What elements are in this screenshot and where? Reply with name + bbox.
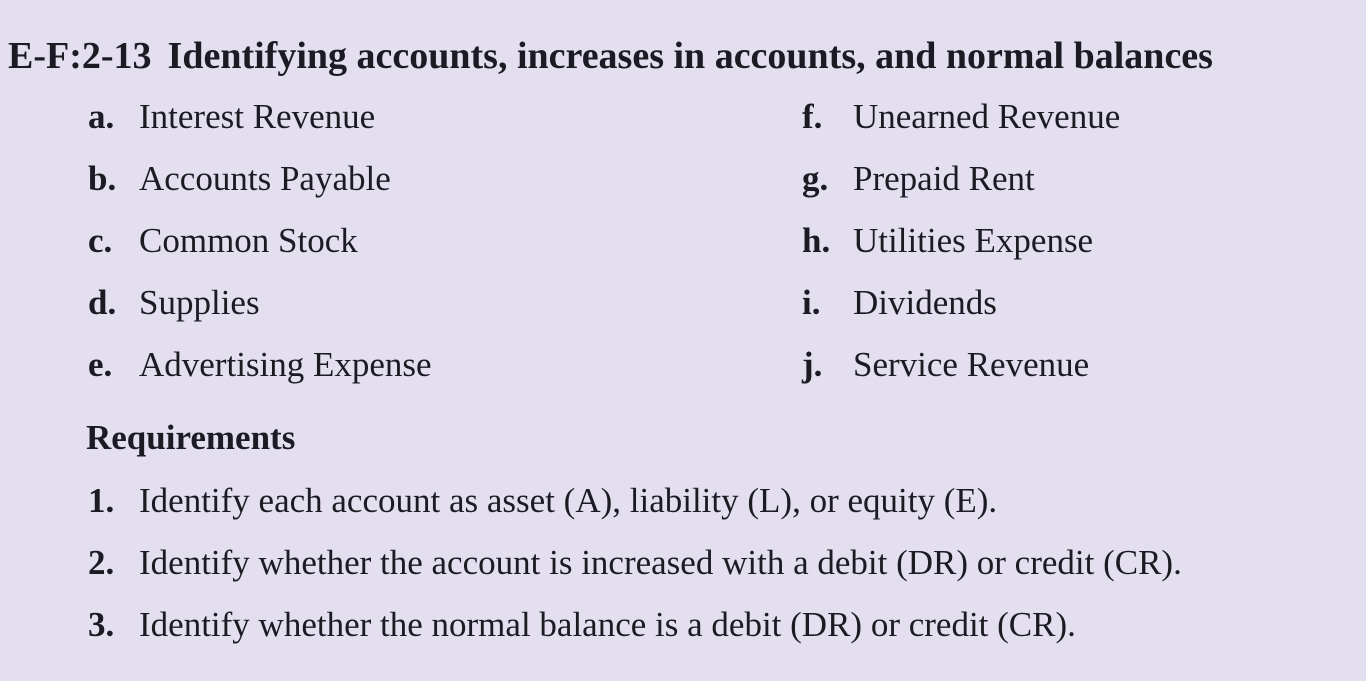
account-item [802,345,1120,407]
account-item [88,221,432,283]
account-letter: h. [802,221,831,260]
requirements-heading: Requirements [86,418,296,457]
account-letter: f. [802,97,823,136]
requirement-number: 3. [88,605,115,644]
account-name: Supplies [139,283,260,322]
account-letter: j. [802,345,823,384]
account-name: Common Stock [139,221,358,260]
account-item [802,283,1120,345]
account-letter: e. [88,345,113,384]
account-name: Interest Revenue [139,97,376,136]
account-name: Unearned Revenue [853,97,1121,136]
account-name: Prepaid Rent [853,159,1035,198]
accounts-list-left [88,97,432,407]
account-name: Accounts Payable [139,159,391,198]
requirement-item [88,605,1182,667]
requirement-number: 2. [88,543,115,582]
account-letter: a. [88,97,115,136]
account-name: Utilities Expense [853,221,1094,260]
account-letter: i. [802,283,821,322]
account-name: Advertising Expense [139,345,432,384]
account-item [88,159,432,221]
account-item [88,283,432,345]
account-item [802,159,1120,221]
requirement-text: Identify each account as asset (A), liability (L), or equity (E). [139,481,998,520]
requirement-text: Identify whether the normal balance is a debit (DR) or credit (CR). [139,605,1076,644]
account-item [802,97,1120,159]
account-item [88,97,432,159]
exercise-title-text: Identifying accounts, increases in accounts, and normal balances [167,35,1213,77]
requirement-item [88,481,1182,543]
account-letter: c. [88,221,113,260]
requirements-list [88,481,1182,667]
account-item [802,221,1120,283]
accounts-list-right [802,97,1120,407]
account-name: Dividends [853,283,997,322]
account-letter: d. [88,283,117,322]
exercise-code: E-F:2-13 [8,35,152,77]
requirement-item [88,543,1182,605]
requirement-number: 1. [88,481,115,520]
requirement-text: Identify whether the account is increased with a debit (DR) or credit (CR). [139,543,1182,582]
account-name: Service Revenue [853,345,1090,384]
account-item [88,345,432,407]
exercise-title [8,34,1213,78]
account-letter: b. [88,159,117,198]
account-letter: g. [802,159,829,198]
